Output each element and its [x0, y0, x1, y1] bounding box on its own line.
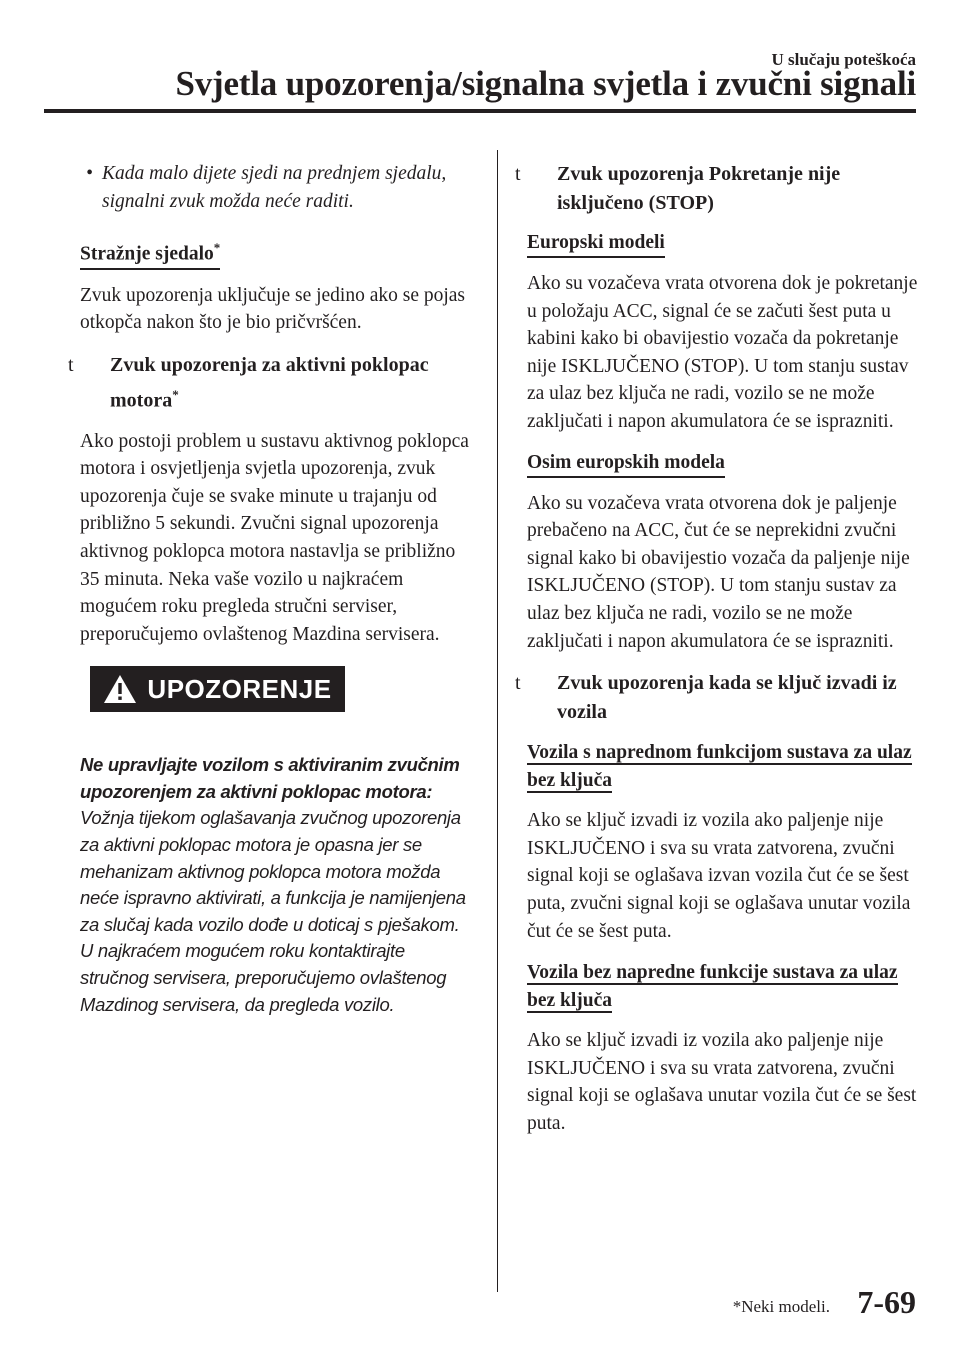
warning-bold-text: Ne upravljajte vozilom s aktiviranim zvučnim upozorenjem za aktivni poklopac motora:	[80, 754, 460, 802]
section-title: Zvuk upozorenja kada se ključ izvadi iz vozila	[557, 672, 897, 724]
header-rule	[44, 109, 916, 113]
rear-seat-text: Zvuk upozorenja uključuje se jedino ako se pojas otkopča nakon što je bio pričvršćen.	[80, 284, 466, 334]
eu-models-text: Ako su vozačeva vrata otvorena dok je pokretanje u položaju ACC, signal će se začuti šest puta u kabini kako bi obavijestio vozača da pokretanje nije ISKLJUČENO (STOP). U tom stanju sustav za ulaz bez ključa ne radi, vozilo se ne može zaključati i napon akumulatora će se isprazniti.	[527, 273, 918, 432]
non-eu-models-heading: Osim europskih modela	[527, 450, 725, 478]
footnote-asterisk: *	[213, 240, 221, 256]
footnote: *Neki modeli.	[732, 1297, 830, 1316]
warning-label: UPOZORENJE	[147, 673, 332, 704]
section-stop-warning	[515, 160, 919, 218]
advanced-keyless-text: Ako se ključ izvadi iz vozila ako paljenje nije ISKLJUČENO i sva su vrata zatvorena, zvučni signal koji se oglašava izvan vozila čut će se šest puta, zvučni signal koji se oglašava unutar vozila čut će se šest puta.	[527, 810, 911, 942]
right-column	[515, 160, 919, 1151]
section-title: Zvuk upozorenja Pokretanje nije isključeno (STOP)	[557, 163, 841, 214]
warning-text: Vožnja tijekom oglašavanja zvučnog upozorenja za aktivni poklopac motora je opasna jer se mehanizam aktivnog poklopca motora možda neće ispravno aktivirati, a funkcija je namijenjena za slučaj kada vozilo dođe u doticaj s pješakom. U najkraćem mogućem roku kontaktirajte stručnog servisera, preporučujemo ovlaštenog Mazdinog servisera, da pregleda vozilo.	[80, 807, 466, 1015]
column-divider	[497, 150, 498, 1292]
advanced-keyless-heading: Vozila s naprednom funkcijom sustava za ulaz bez ključa	[527, 742, 912, 792]
bullet-text: Kada malo dijete sjedi na prednjem sjedalu, signalni zvuk možda neće raditi.	[102, 163, 447, 212]
rear-seat-heading: Stražnje sjedalo*	[80, 235, 220, 270]
section-key-removed	[515, 669, 919, 727]
section-marker: t	[515, 672, 521, 695]
bullet-marker: •	[86, 163, 93, 184]
hood-warning-text: Ako postoji problem u sustavu aktivnog poklopca motora i osvjetljenja svjetla upozorenja, zvuk upozorenja čuje se svake minute u trajanju od približno 5 sekundi. Zvučni signal upozorenja aktivnog poklopca motora nastavlja se približno 35 minuta. Neka vaše vozilo u najkraćem mogućem roku pregleda stručni serviser, preporučujemo ovlaštenog Mazdina servisera.	[80, 430, 469, 645]
page-number: 7-69	[857, 1284, 916, 1320]
section-marker: t	[515, 163, 521, 185]
eu-models-heading: Europski modeli	[527, 230, 665, 258]
warning-box	[90, 666, 345, 712]
bullet-note	[80, 160, 472, 215]
warning-body	[80, 752, 472, 1018]
section-hood-warning	[68, 351, 472, 416]
section-marker: t	[68, 353, 74, 376]
left-column	[68, 160, 472, 1018]
chapter-label: U slučaju poteškoća	[771, 50, 916, 69]
no-advanced-keyless-heading: Vozila bez napredne funkcije sustava za ulaz bez ključa	[527, 962, 898, 1012]
non-eu-models-text: Ako su vozačeva vrata otvorena dok je paljenje prebačeno na ACC, čut će se neprekidni zvučni signal kako bi obavijestio vozača da paljenje nije ISKLJUČENO (STOP). U tom stanju sustav za ulaz bez ključa ne radi, vozilo se ne može zaključati i napon akumulatora će se isprazniti.	[527, 492, 910, 652]
section-title: Zvuk upozorenja za aktivni poklopac motora	[110, 353, 429, 412]
footnote-asterisk: *	[172, 386, 179, 402]
no-advanced-keyless-text: Ako se ključ izvadi iz vozila ako paljenje nije ISKLJUČENO i sva su vrata zatvorena, zvučni signal koji se oglašava unutar vozila čut će se šest puta.	[527, 1030, 917, 1134]
warning-triangle-icon	[103, 674, 137, 704]
page-title: Svjetla upozorenja/signalna svjetla i zvučni signali	[175, 64, 916, 103]
